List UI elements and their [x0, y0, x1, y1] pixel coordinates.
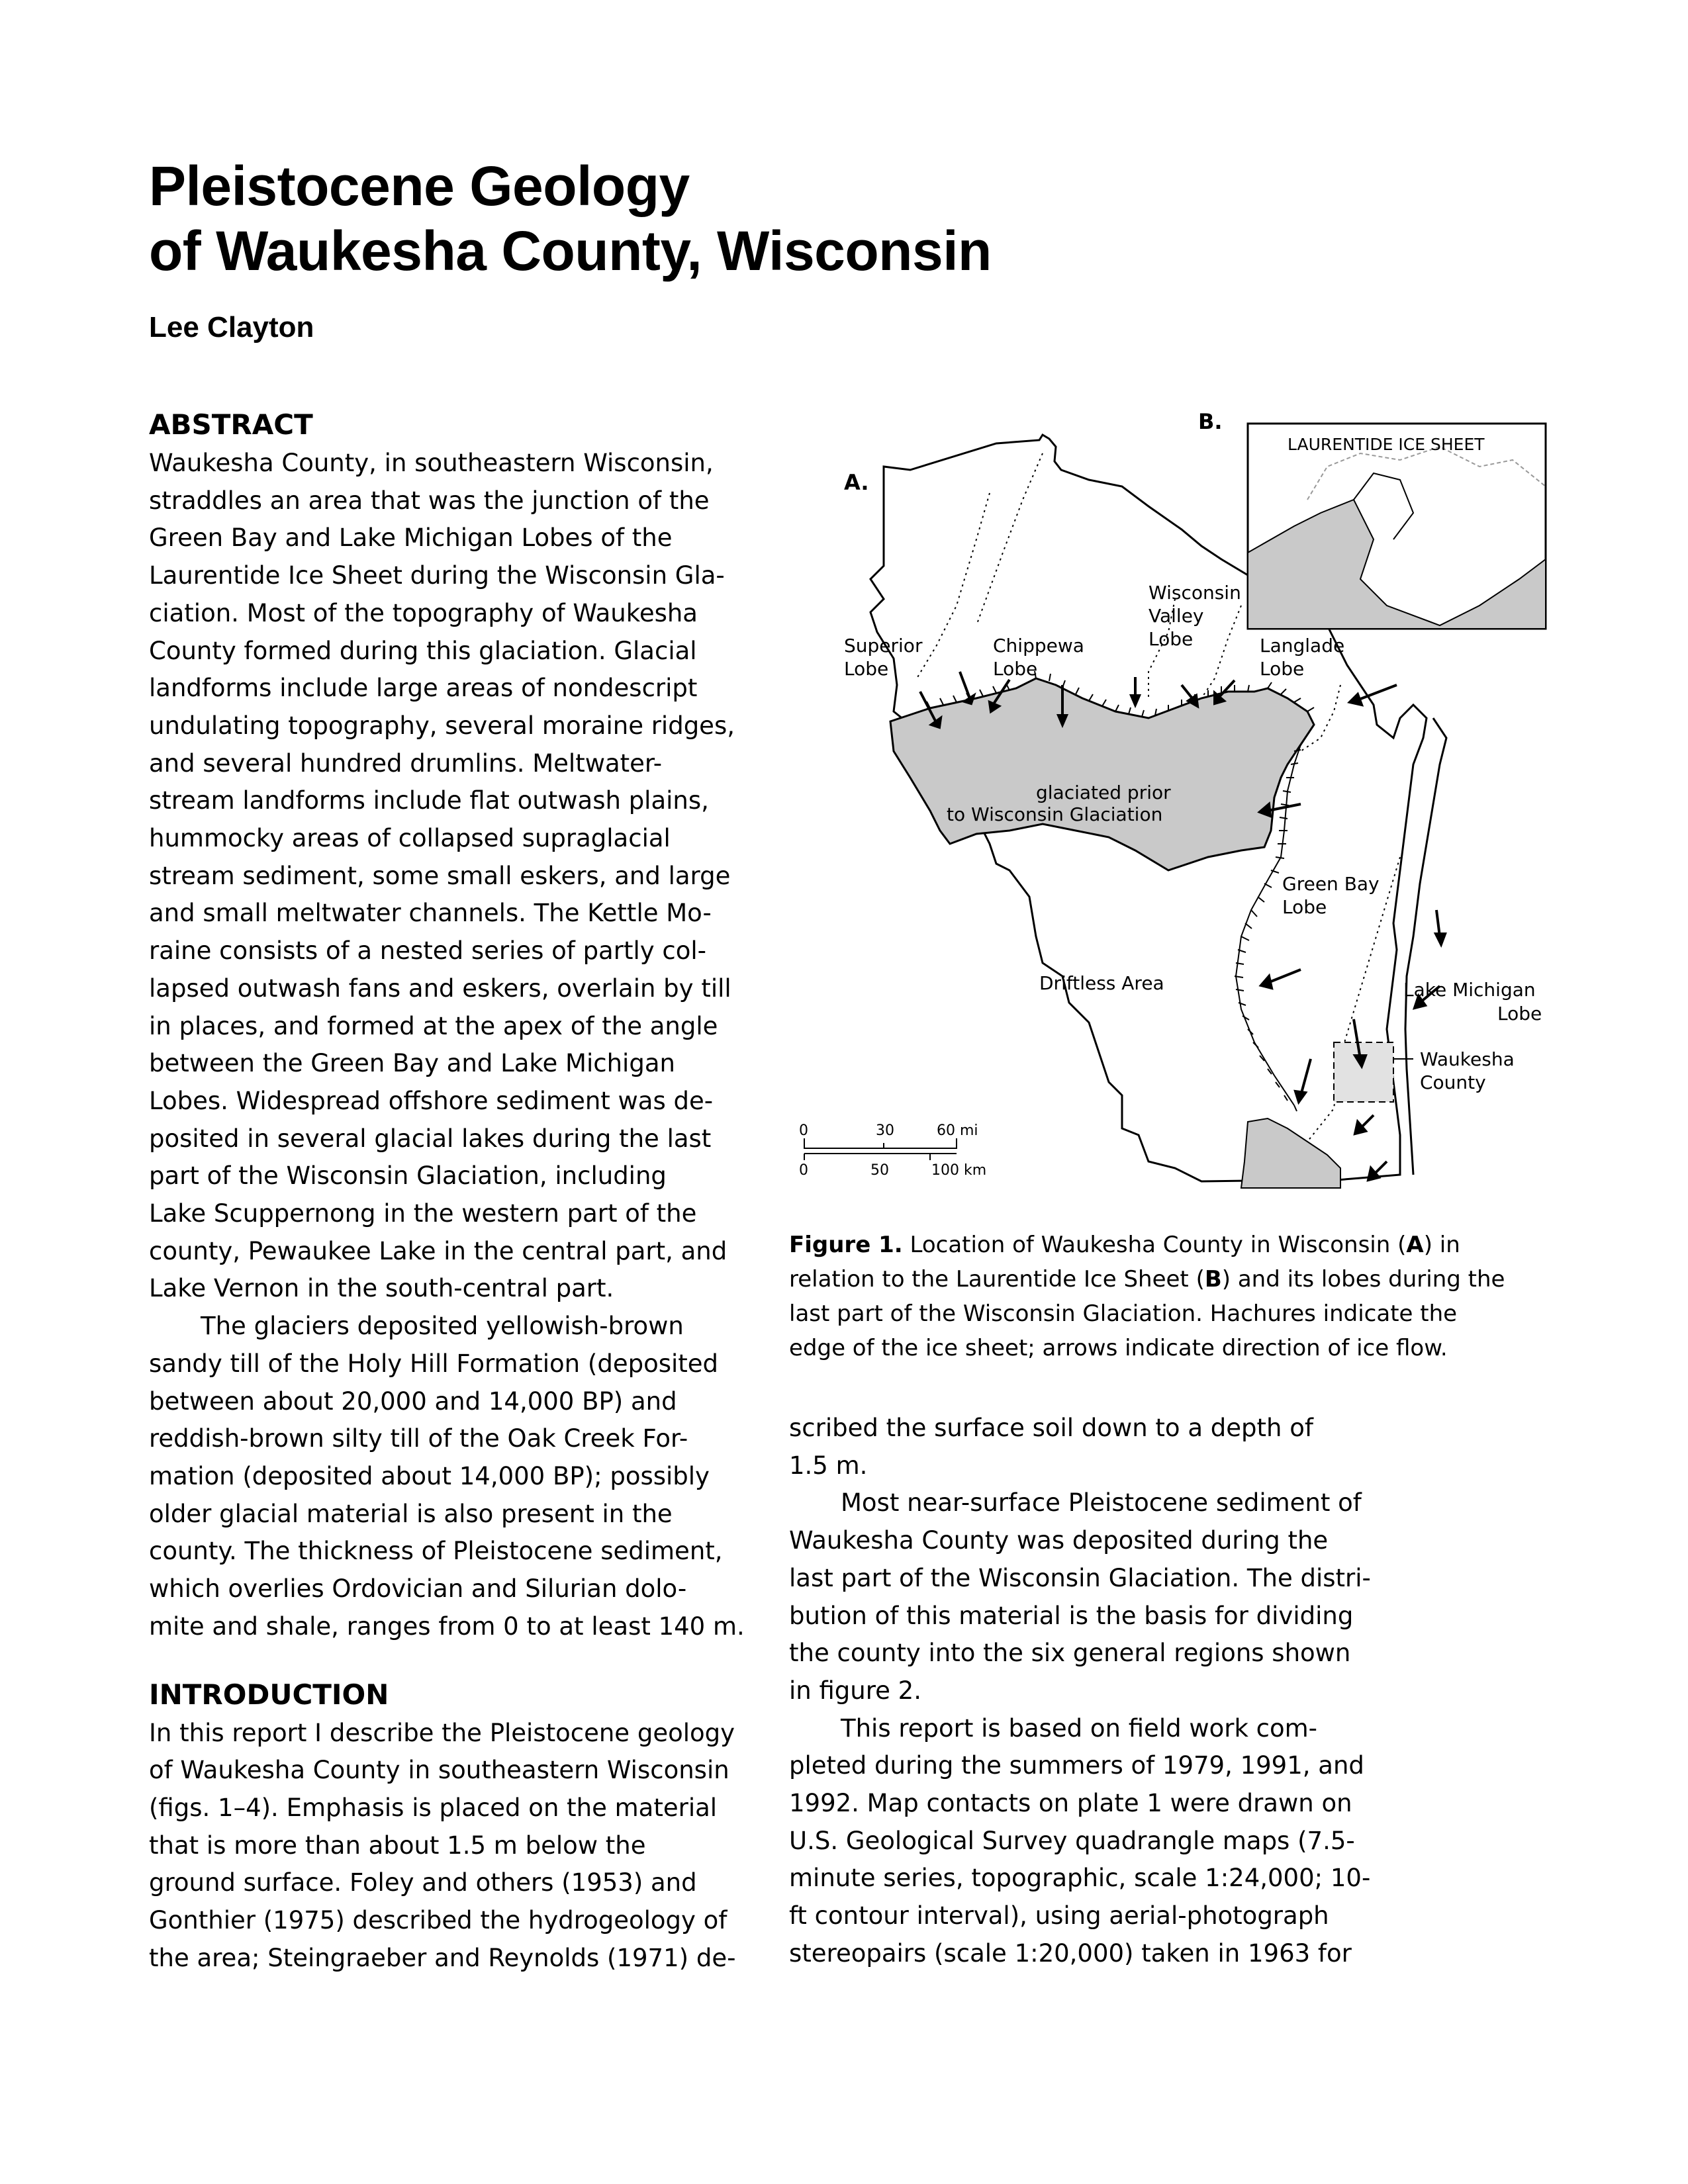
scale-km-50: 50 [870, 1162, 889, 1179]
introduction-paragraph-1 [149, 1715, 890, 1978]
text-line: of Waukesha County in southeastern Wisconsin [149, 1756, 729, 1785]
label-lakemich-1: Lake Michigan [1403, 979, 1536, 1001]
text-line: between about 20,000 and 14,000 BP) and [149, 1387, 677, 1416]
caption-text: ) and its lobes during the [1221, 1266, 1505, 1293]
title-line-2: of Waukesha County, Wisconsin [149, 220, 992, 282]
inset-title: LAURENTIDE ICE SHEET [1288, 435, 1485, 454]
text-line: bution of this material is the basis for dividing [789, 1601, 1354, 1630]
scale-bar [799, 1122, 986, 1179]
label-greenbay-2: Lobe [1282, 896, 1327, 918]
text-line: (figs. 1–4). Emphasis is placed on the material [149, 1793, 718, 1822]
label-chippewa-1: Chippewa [993, 635, 1084, 657]
label-glaciated-1: glaciated prior [1036, 782, 1171, 803]
text-line: reddish-brown silty till of the Oak Creek For- [149, 1424, 688, 1453]
text-line: Lake Vernon in the south-central part. [149, 1274, 614, 1303]
panel-b-label: B. [1198, 409, 1223, 434]
paper-title [149, 154, 1274, 283]
abstract-paragraph-2 [149, 1308, 890, 1645]
text-line: and several hundred drumlins. Meltwater- [149, 749, 663, 778]
waukesha-county-box [1334, 1042, 1393, 1102]
label-lakemich-2: Lobe [1497, 1003, 1542, 1024]
label-waukesha-2: County [1420, 1071, 1486, 1093]
text-line: posited in several glacial lakes during the last [149, 1124, 712, 1153]
text-line: straddles an area that was the junction of the [149, 486, 710, 515]
text-line: hummocky areas of collapsed supraglacial [149, 824, 671, 853]
text-line: ft contour interval), using aerial-photograph [789, 1901, 1329, 1931]
title-line-1: Pleistocene Geology [149, 155, 690, 217]
text-line: in figure 2. [789, 1676, 921, 1705]
caption-text: ) in [1423, 1232, 1460, 1258]
scale-mi-30: 30 [876, 1122, 894, 1139]
text-line: In this report I describe the Pleistocene geology [149, 1718, 735, 1747]
text-line: The glaciers deposited yellowish-brown [201, 1312, 684, 1341]
label-glaciated-2: to Wisconsin Glaciation [947, 803, 1163, 825]
text-line: in places, and formed at the apex of the angle [149, 1011, 718, 1040]
figure-1 [778, 407, 1552, 1214]
text-line: stereopairs (scale 1:20,000) taken in 1963 for [789, 1938, 1352, 1968]
text-line: part of the Wisconsin Glaciation, including [149, 1161, 667, 1191]
label-wisvalley-1: Wisconsin [1149, 582, 1241, 604]
inset-map-b [1248, 424, 1546, 629]
text-line: scribed the surface soil down to a depth of [789, 1414, 1313, 1442]
text-line: Most near-surface Pleistocene sediment of [841, 1488, 1362, 1518]
text-line: undulating topography, several moraine ridges, [149, 711, 735, 740]
label-waukesha-1: Waukesha [1420, 1048, 1515, 1070]
text-line: Waukesha County, in southeastern Wisconsin, [149, 449, 714, 477]
text-line: 1992. Map contacts on plate 1 were drawn on [789, 1789, 1352, 1818]
label-wisvalley-3: Lobe [1149, 628, 1194, 650]
scale-mi-60: 60 mi [937, 1122, 978, 1139]
scale-km-0: 0 [799, 1162, 808, 1179]
intro-continued-paragraph [789, 1410, 1464, 1484]
text-line: that is more than about 1.5 m below the [149, 1831, 646, 1860]
text-line: Lake Scuppernong in the western part of the [149, 1199, 697, 1228]
text-line: minute series, topographic, scale 1:24,000; 10- [789, 1864, 1371, 1893]
wisconsin-map [778, 407, 1552, 1214]
text-line: County formed during this glaciation. Glacial [149, 636, 697, 665]
text-line: mite and shale, ranges from 0 to at least 140 m. [149, 1612, 745, 1641]
text-line: lapsed outwash fans and eskers, overlain by till [149, 974, 731, 1003]
caption-line: edge of the ice sheet; arrows indicate direction of ice flow. [789, 1335, 1448, 1361]
text-line: last part of the Wisconsin Glaciation. The distri- [789, 1563, 1371, 1592]
text-line: Green Bay and Lake Michigan Lobes of the [149, 523, 673, 553]
text-line: mation (deposited about 14,000 BP); possibly [149, 1461, 710, 1490]
label-langlade-2: Lobe [1260, 658, 1305, 680]
label-wisvalley-2: Valley [1149, 605, 1204, 627]
label-driftless: Driftless Area [1039, 972, 1164, 994]
caption-line: last part of the Wisconsin Glaciation. Hachures indicate the [789, 1300, 1458, 1327]
text-line: Lobes. Widespread offshore sediment was de- [149, 1086, 714, 1115]
text-line: Waukesha County was deposited during the [789, 1526, 1329, 1555]
southern-shaded-area [1241, 1118, 1340, 1188]
intro-paragraph-2 [789, 1484, 1464, 1709]
caption-label: Figure 1. [789, 1232, 903, 1258]
text-line: 1.5 m. [789, 1451, 868, 1480]
caption-panel-a: A [1406, 1232, 1424, 1258]
text-line: stream landforms include flat outwash plains, [149, 786, 709, 815]
text-line: which overlies Ordovician and Silurian dolo- [149, 1574, 687, 1604]
intro-paragraph-3 [789, 1710, 1464, 1973]
right-column [789, 1410, 1464, 1973]
caption-text: relation to the Laurentide Ice Sheet ( [789, 1266, 1205, 1293]
text-line: This report is based on field work com- [841, 1713, 1318, 1743]
text-line: stream sediment, some small eskers, and large [149, 861, 731, 890]
text-line: Gonthier (1975) described the hydrogeology of [149, 1906, 727, 1935]
text-line: older glacial material is also present in the [149, 1499, 673, 1528]
text-line: raine consists of a nested series of partly col- [149, 936, 707, 966]
label-chippewa-2: Lobe [993, 658, 1038, 680]
panel-a-label: A. [844, 470, 869, 495]
text-line: county. The thickness of Pleistocene sediment, [149, 1537, 723, 1566]
text-line: sandy till of the Holy Hill Formation (deposited [149, 1349, 719, 1378]
text-line: county, Pewaukee Lake in the central part, and [149, 1236, 727, 1265]
glaciated-prior-area [890, 678, 1314, 870]
text-line: landforms include large areas of nondescript [149, 674, 698, 703]
label-langlade-1: Langlade [1260, 635, 1345, 657]
text-line: ciation. Most of the topography of Waukesha [149, 598, 698, 627]
figure-1-caption [789, 1228, 1557, 1365]
caption-line [789, 1228, 1557, 1262]
author-name: Lee Clayton [149, 311, 314, 343]
abstract-heading: ABSTRACT [149, 408, 313, 441]
text-line: U.S. Geological Survey quadrangle maps (7.5- [789, 1826, 1355, 1855]
caption-line [789, 1262, 1557, 1297]
label-superior-1: Superior [844, 635, 923, 657]
text-line: and small meltwater channels. The Kettle Mo- [149, 899, 712, 928]
text-line: between the Green Bay and Lake Michigan [149, 1049, 675, 1078]
label-greenbay-1: Green Bay [1282, 873, 1380, 895]
caption-panel-b: B [1204, 1266, 1222, 1293]
introduction-heading: INTRODUCTION [149, 1678, 389, 1711]
text-line: Laurentide Ice Sheet during the Wisconsin Gla- [149, 561, 725, 590]
caption-text: Location of Waukesha County in Wisconsin ( [902, 1232, 1407, 1258]
scale-km-100: 100 km [931, 1162, 987, 1179]
text-line: the county into the six general regions shown [789, 1639, 1351, 1668]
text-line: the area; Steingraeber and Reynolds (1971) de- [149, 1943, 736, 1972]
label-superior-2: Lobe [844, 658, 889, 680]
scale-mi-0: 0 [799, 1122, 808, 1139]
text-line: ground surface. Foley and others (1953) and [149, 1868, 697, 1897]
text-line: pleted during the summers of 1979, 1991, and [789, 1751, 1364, 1780]
